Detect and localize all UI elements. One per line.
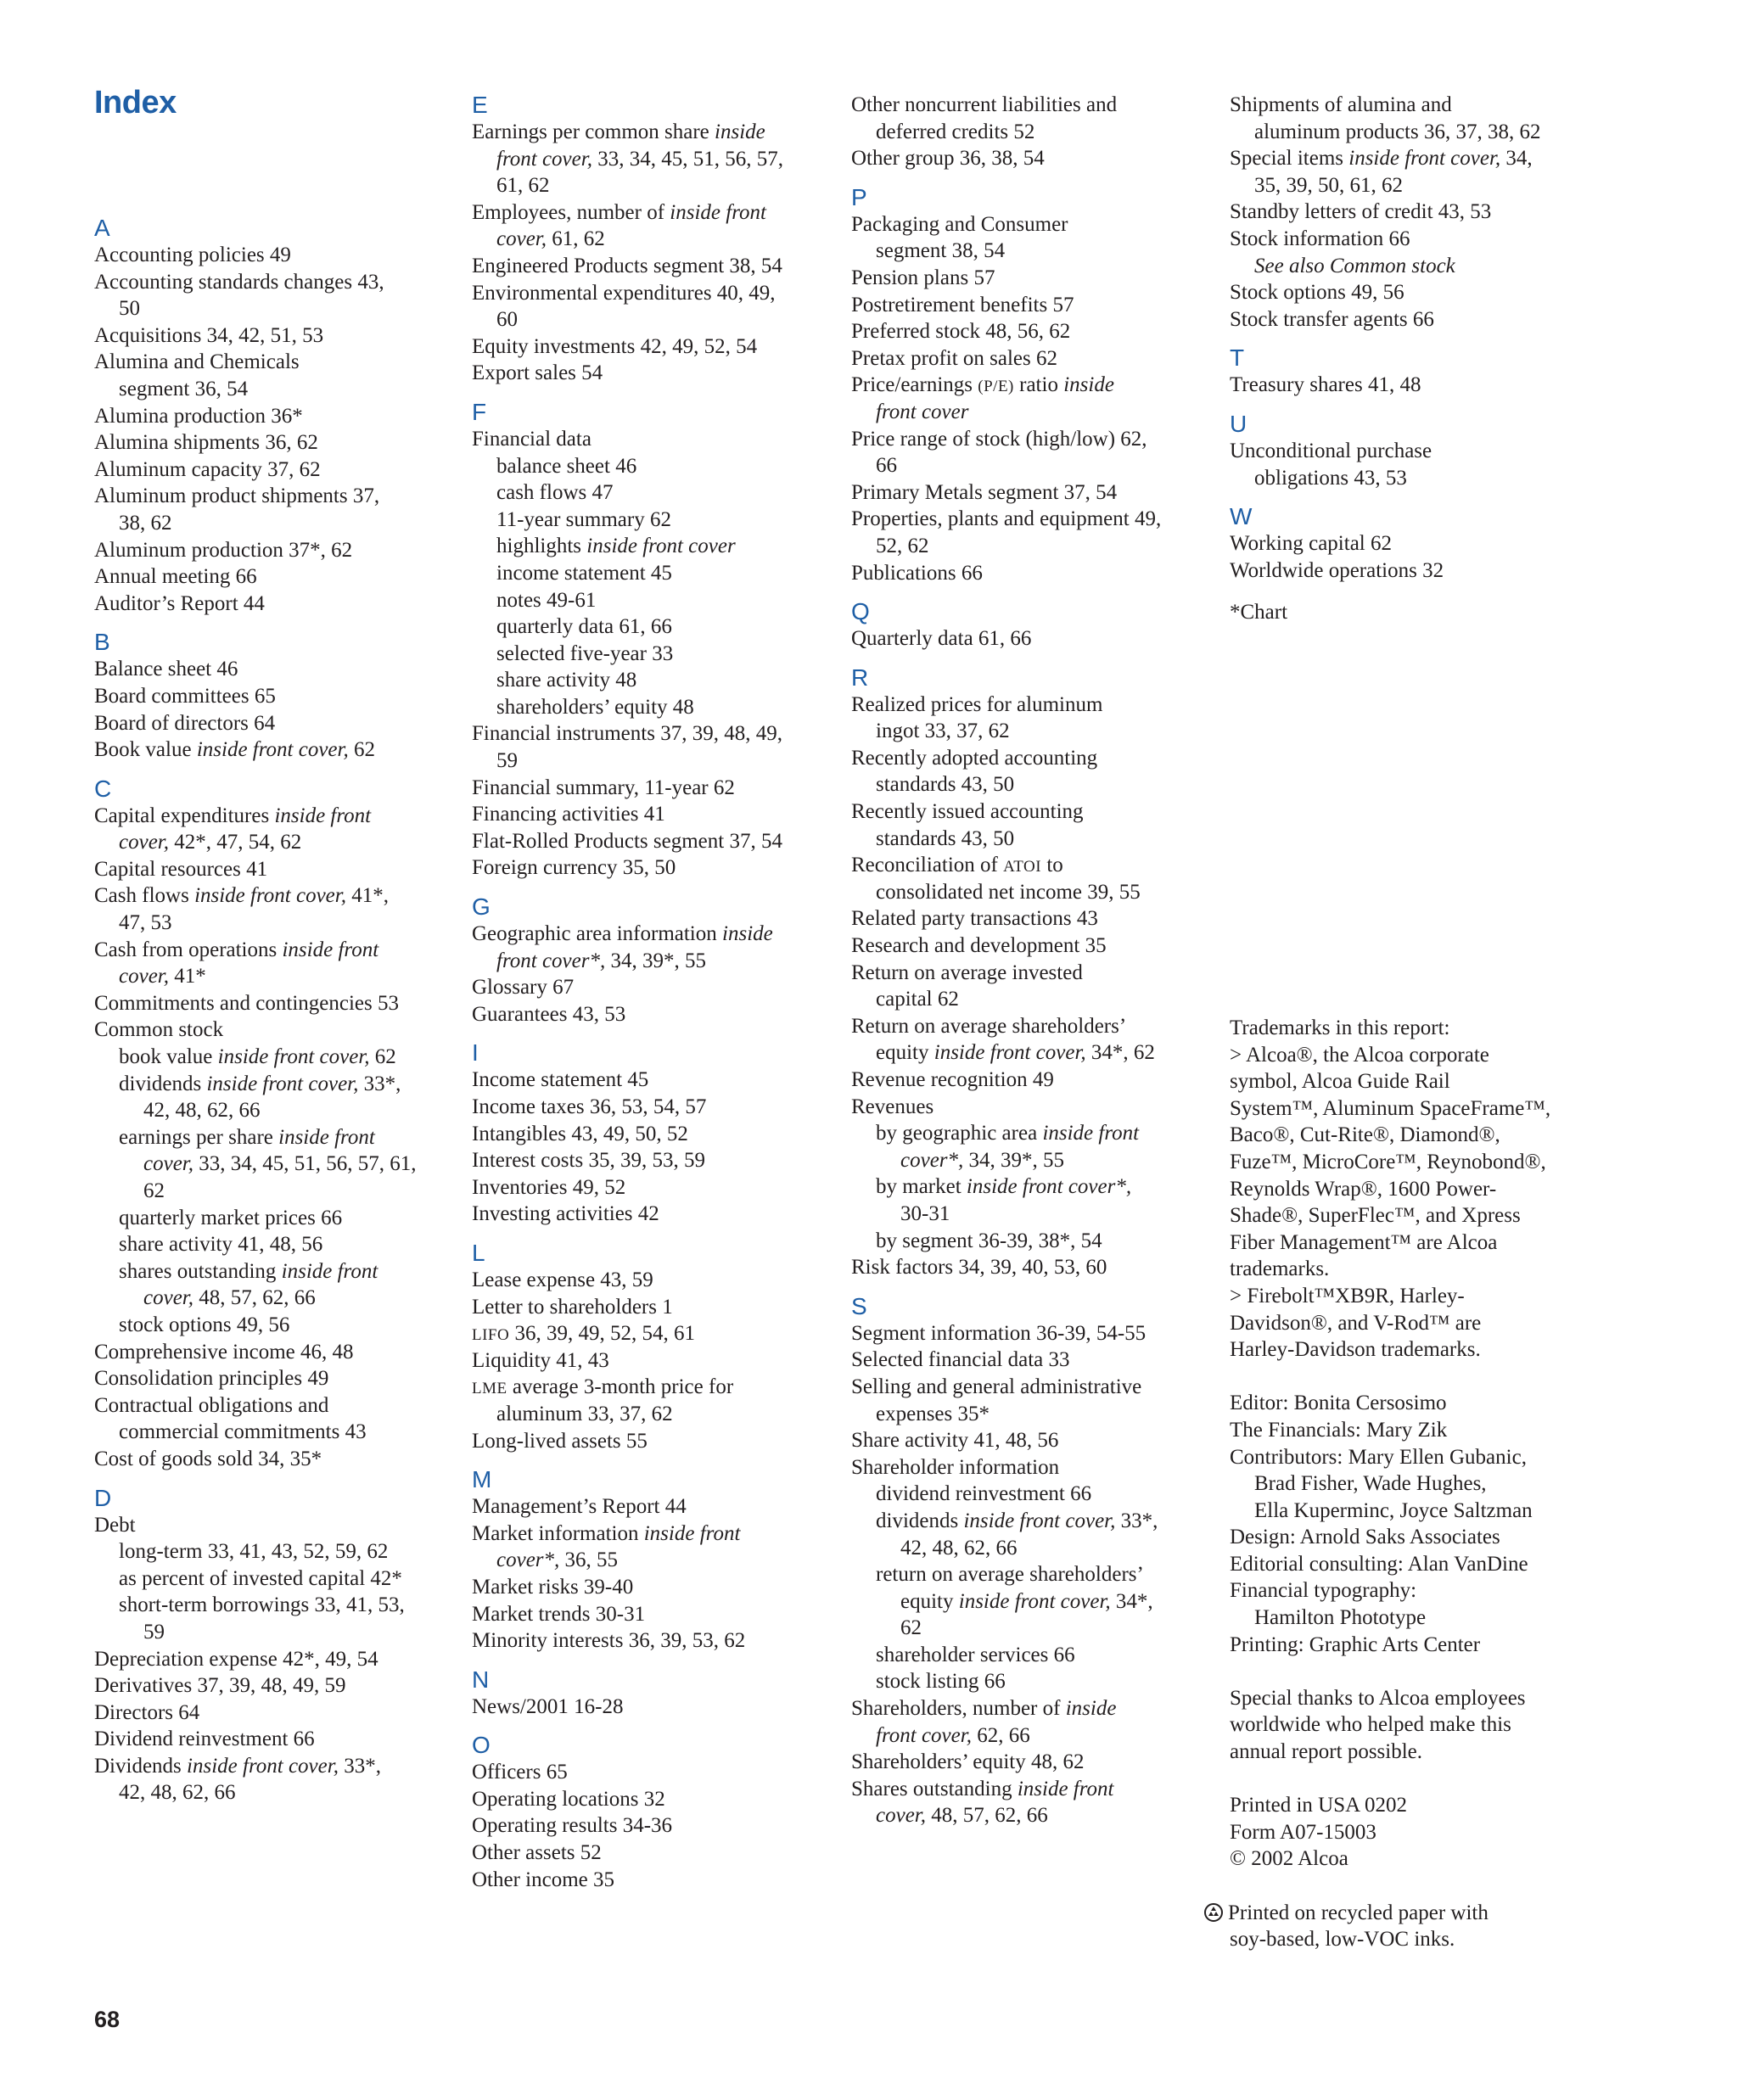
section-letter: L <box>472 1239 485 1266</box>
index-entry: Lease expense 43, 59 <box>472 1268 653 1291</box>
index-subentry: 50 <box>119 297 140 321</box>
index-entry: Stock options 49, 56 <box>1230 281 1404 305</box>
index-subentry: capital 62 <box>876 988 959 1011</box>
index-entry: Market information inside front <box>472 1521 741 1545</box>
index-subentry: highlights inside front cover <box>496 535 736 558</box>
credit-line: Form A07-15003 <box>1230 1820 1376 1844</box>
index-entry: Engineered Products segment 38, 54 <box>472 254 782 277</box>
section-letter: D <box>94 1484 112 1511</box>
index-entry: Liquidity 41, 43 <box>472 1348 609 1372</box>
index-subentry: 35, 39, 50, 61, 62 <box>1254 173 1403 197</box>
credit-line: Shade®, SuperFlec™, and Xpress <box>1230 1204 1521 1228</box>
index-subentry: 66 <box>876 454 897 478</box>
index-entry: Cash flows inside front cover, 41*, <box>94 884 389 908</box>
index-entry: Debt <box>94 1513 136 1537</box>
index-entry: Environmental expenditures 40, 49, <box>472 281 776 305</box>
credit-line: Fiber Management™ are Alcoa <box>1230 1230 1498 1254</box>
index-subentry: by market inside front cover*, <box>876 1175 1132 1199</box>
credit-line: > Alcoa®, the Alcoa corporate <box>1230 1043 1489 1067</box>
index-subentry: equity inside front cover, 34*, <box>900 1589 1153 1613</box>
index-subentry: front cover, 62, 66 <box>876 1723 1030 1747</box>
index-subentry: aluminum products 36, 37, 38, 62 <box>1254 120 1541 143</box>
index-subentry: 62 <box>900 1616 922 1640</box>
index-entry: Selected financial data 33 <box>851 1348 1070 1372</box>
index-entry: Research and development 35 <box>851 934 1107 958</box>
credit-line: Printed in USA 0202 <box>1230 1794 1408 1817</box>
credit-line: Trademarks in this report: <box>1230 1016 1450 1039</box>
index-subentry: cover*, 34, 39*, 55 <box>900 1148 1065 1172</box>
credit-line: trademarks. <box>1230 1257 1330 1281</box>
index-entry: Shipments of alumina and <box>1230 93 1452 116</box>
index-entry: Price range of stock (high/low) 62, <box>851 427 1147 451</box>
index-entry: Income statement 45 <box>472 1068 649 1092</box>
index-entry: Share activity 41, 48, 56 <box>851 1429 1059 1453</box>
index-subentry: book value inside front cover, 62 <box>119 1045 396 1069</box>
index-entry: Revenues <box>851 1095 934 1118</box>
credit-line: annual report possible. <box>1230 1740 1423 1764</box>
index-subentry: shareholder services 66 <box>876 1643 1075 1666</box>
section-letter: P <box>851 183 867 210</box>
index-entry: Financial instruments 37, 39, 48, 49, <box>472 722 782 746</box>
index-column-1 <box>94 215 459 1806</box>
index-column-2 <box>472 92 837 1893</box>
index-subentry: cover, 33, 34, 45, 51, 56, 57, 61, <box>143 1152 417 1176</box>
index-entry: Capital expenditures inside front <box>94 804 372 827</box>
credits-spacer <box>1230 1766 1620 1793</box>
index-subentry: 47, 53 <box>119 911 172 935</box>
index-subentry: See also Common stock <box>1254 254 1455 277</box>
section-letter: G <box>472 893 491 921</box>
index-entry: Acquisitions 34, 42, 51, 53 <box>94 323 324 347</box>
credit-line: Printing: Graphic Arts Center <box>1230 1632 1481 1656</box>
credit-line: Contributors: Mary Ellen Gubanic, <box>1230 1445 1527 1469</box>
index-entry: Contractual obligations and <box>94 1393 329 1417</box>
index-subentry: cash flows 47 <box>496 481 614 505</box>
index-subentry: stock options 49, 56 <box>119 1313 290 1336</box>
index-subentry: 42, 48, 62, 66 <box>119 1781 236 1805</box>
index-entry: LIFO 36, 39, 49, 52, 54, 61 <box>472 1322 695 1346</box>
index-entry: Geographic area information inside <box>472 922 773 946</box>
credits-spacer <box>1230 1658 1620 1685</box>
index-subentry: cover, 48, 57, 62, 66 <box>143 1286 316 1310</box>
credit-line: Special thanks to Alcoa employees <box>1230 1686 1526 1710</box>
index-subentry: deferred credits 52 <box>876 120 1035 143</box>
index-subentry: cover, 41* <box>119 965 206 988</box>
index-subentry: long-term 33, 41, 43, 52, 59, 62 <box>119 1540 389 1564</box>
index-entry: Inventories 49, 52 <box>472 1175 626 1199</box>
index-subentry: segment 36, 54 <box>119 377 249 400</box>
index-entry: Income taxes 36, 53, 54, 57 <box>472 1095 707 1118</box>
index-entry: Special items inside front cover, 34, <box>1230 147 1533 171</box>
index-entry: Aluminum capacity 37, 62 <box>94 457 321 481</box>
credit-line: Financial typography: <box>1230 1579 1417 1603</box>
index-entry: Foreign currency 35, 50 <box>472 856 676 880</box>
index-entry: Cost of goods sold 34, 35* <box>94 1447 322 1470</box>
index-subentry: 61, 62 <box>496 174 550 198</box>
index-entry: Recently issued accounting <box>851 800 1084 824</box>
index-entry: Dividend reinvestment 66 <box>94 1728 315 1751</box>
index-subentry: aluminum 33, 37, 62 <box>496 1402 673 1425</box>
index-entry: Financial summary, 11-year 62 <box>472 776 735 799</box>
index-subentry: cover, 61, 62 <box>496 227 605 251</box>
index-subentry: share activity 41, 48, 56 <box>119 1233 323 1257</box>
index-entry: Accounting policies 49 <box>94 244 291 266</box>
section-letter: U <box>1230 410 1247 437</box>
index-entry: LME average 3-month price for <box>472 1375 734 1399</box>
index-entry: Aluminum product shipments 37, <box>94 484 380 508</box>
index-subentry: by segment 36-39, 38*, 54 <box>876 1229 1102 1252</box>
index-entry: Realized prices for aluminum <box>851 692 1103 716</box>
credit-line: Fuze™, MicroCore™, Reynobond®, <box>1230 1150 1546 1173</box>
index-entry: Quarterly data 61, 66 <box>851 627 1032 651</box>
index-subentry: cover, 48, 57, 62, 66 <box>876 1804 1048 1828</box>
credit-lines <box>1230 1015 1620 1900</box>
credit-line: symbol, Alcoa Guide Rail <box>1230 1070 1450 1094</box>
section-letter: F <box>472 398 487 425</box>
index-entry: Standby letters of credit 43, 53 <box>1230 200 1492 224</box>
index-entry: Equity investments 42, 49, 52, 54 <box>472 334 758 358</box>
index-subentry: 42, 48, 62, 66 <box>900 1536 1018 1560</box>
index-subentry: front cover <box>876 400 969 423</box>
credit-line: Brad Fisher, Wade Hughes, <box>1254 1472 1487 1496</box>
index-entry: Return on average invested <box>851 960 1083 984</box>
index-entry: Postretirement benefits 57 <box>851 293 1074 316</box>
credits-block <box>1230 1015 1620 1953</box>
section-letter: O <box>472 1732 491 1759</box>
section-letter: B <box>94 629 110 656</box>
index-entry: Risk factors 34, 39, 40, 53, 60 <box>851 1256 1107 1280</box>
index-entry: Flat-Rolled Products segment 37, 54 <box>472 829 782 853</box>
index-entry: Selling and general administrative <box>851 1375 1142 1398</box>
index-subentry: short-term borrowings 33, 41, 53, <box>119 1593 405 1617</box>
index-subentry: dividends inside front cover, 33*, <box>876 1509 1158 1532</box>
section-letter: E <box>472 92 488 118</box>
index-subentry: notes 49-61 <box>496 588 597 612</box>
section-letter: N <box>472 1666 490 1693</box>
index-subentry: shares outstanding inside front <box>119 1259 378 1283</box>
index-entry: Directors 64 <box>94 1700 200 1724</box>
index-entry: Shareholders, number of inside <box>851 1697 1117 1721</box>
credit-line: Editorial consulting: Alan VanDine <box>1230 1552 1528 1576</box>
index-subentry: earnings per share inside front <box>119 1125 375 1149</box>
index-subentry: shareholders’ equity 48 <box>496 695 694 719</box>
section-letter: R <box>851 664 869 691</box>
index-entry: Related party transactions 43 <box>851 907 1098 931</box>
index-entry: Alumina shipments 36, 62 <box>94 431 318 455</box>
index-entry: Pretax profit on sales 62 <box>851 346 1058 370</box>
index-entry: Commitments and contingencies 53 <box>94 991 399 1015</box>
index-subentry: income statement 45 <box>496 561 672 585</box>
index-entry: Shareholder information <box>851 1455 1060 1479</box>
index-subentry: commercial commitments 43 <box>119 1420 367 1444</box>
index-entry: Consolidation principles 49 <box>94 1367 329 1391</box>
index-entry: Depreciation expense 42*, 49, 54 <box>94 1647 378 1671</box>
index-entry: Pension plans 57 <box>851 266 995 289</box>
index-entry: Earnings per common share inside <box>472 120 765 143</box>
index-subentry: selected five-year 33 <box>496 641 674 665</box>
index-subentry: equity inside front cover, 34*, 62 <box>876 1041 1155 1065</box>
credit-line: Reynolds Wrap®, 1600 Power- <box>1230 1177 1497 1201</box>
chart-footnote: *Chart <box>1230 601 1288 624</box>
section-letter: A <box>94 215 110 241</box>
index-entry: Glossary 67 <box>472 976 575 1000</box>
index-entry: Recently adopted accounting <box>851 746 1098 770</box>
index-entry: Operating results 34-36 <box>472 1814 673 1838</box>
index-entry: Stock transfer agents 66 <box>1230 307 1434 331</box>
index-entry: Other assets 52 <box>472 1841 602 1865</box>
index-entry: Shareholders’ equity 48, 62 <box>851 1750 1085 1774</box>
credits-spacer <box>1230 1364 1620 1391</box>
index-column-3 <box>851 92 1216 1829</box>
index-entry: News/2001 16-28 <box>472 1694 624 1718</box>
index-subentry: quarterly data 61, 66 <box>496 615 672 639</box>
index-entry: Common stock <box>94 1018 224 1042</box>
index-entry: Stock information 66 <box>1230 227 1410 250</box>
index-entry: Long-lived assets 55 <box>472 1429 648 1453</box>
index-entry: Unconditional purchase <box>1230 439 1432 462</box>
index-subentry: cover, 42*, 47, 54, 62 <box>119 831 302 854</box>
index-entry: Employees, number of inside front <box>472 200 766 224</box>
index-subentry: dividends inside front cover, 33*, <box>119 1072 401 1095</box>
credit-line: Baco®, Cut-Rite®, Diamond®, <box>1230 1123 1500 1147</box>
index-entry: Return on average shareholders’ <box>851 1014 1127 1038</box>
index-entry: Board committees 65 <box>94 684 276 708</box>
index-subentry: dividend reinvestment 66 <box>876 1482 1092 1506</box>
section-letter: T <box>1230 344 1245 372</box>
index-subentry: 62 <box>143 1179 165 1202</box>
index-entry: Price/earnings (P/E) ratio inside <box>851 373 1114 397</box>
index-entry: Financing activities 41 <box>472 803 665 826</box>
section-letter: Q <box>851 598 870 625</box>
index-entry: Primary Metals segment 37, 54 <box>851 480 1118 504</box>
index-subentry: front cover, 33, 34, 45, 51, 56, 57, <box>496 147 783 171</box>
index-entry: Financial data <box>472 427 591 451</box>
credit-line: Ella Kuperminc, Joyce Saltzman <box>1254 1498 1533 1522</box>
index-entry: Segment information 36-39, 54-55 <box>851 1321 1147 1345</box>
credit-line: Design: Arnold Saks Associates <box>1230 1526 1500 1549</box>
index-entry: Operating locations 32 <box>472 1787 665 1811</box>
index-entry: Balance sheet 46 <box>94 658 238 681</box>
index-subentry: return on average shareholders’ <box>876 1563 1144 1587</box>
index-entry: Interest costs 35, 39, 53, 59 <box>472 1149 705 1173</box>
index-entry: Dividends inside front cover, 33*, <box>94 1754 381 1778</box>
index-entry: Accounting standards changes 43, <box>94 270 384 294</box>
index-subentry: expenses 35* <box>876 1402 990 1425</box>
credit-line: Harley-Davidson trademarks. <box>1230 1338 1481 1362</box>
index-entry: Alumina and Chemicals <box>94 350 300 374</box>
index-entry: Capital resources 41 <box>94 857 268 881</box>
index-subentry: ingot 33, 37, 62 <box>876 720 1010 743</box>
index-subentry: standards 43, 50 <box>876 773 1015 797</box>
index-entry: Comprehensive income 46, 48 <box>94 1340 354 1364</box>
index-entry: Packaging and Consumer <box>851 212 1068 236</box>
index-entry: Alumina production 36* <box>94 404 303 428</box>
index-entry: Treasury shares 41, 48 <box>1230 373 1421 397</box>
index-entry: Market trends 30-31 <box>472 1602 646 1626</box>
index-subentry: 30-31 <box>900 1201 950 1225</box>
index-subentry: 60 <box>496 308 518 332</box>
index-entry: Other noncurrent liabilities and <box>851 93 1118 116</box>
index-entry: Derivatives 37, 39, 48, 49, 59 <box>94 1674 346 1698</box>
credit-line: > Firebolt™XB9R, Harley- <box>1230 1284 1465 1308</box>
section-letter: S <box>851 1292 867 1319</box>
index-entry: Revenue recognition 49 <box>851 1068 1054 1091</box>
index-subentry: front cover*, 34, 39*, 55 <box>496 949 706 972</box>
recycle-icon <box>1204 1902 1223 1921</box>
index-entry: Auditor’s Report 44 <box>94 591 265 615</box>
index-entry: Investing activities 42 <box>472 1202 659 1226</box>
credits-spacer <box>1230 1873 1620 1900</box>
section-letter: W <box>1230 503 1253 530</box>
index-subentry: share activity 48 <box>496 669 637 692</box>
index-subentry: 38, 62 <box>119 511 172 535</box>
recycled-note-line-2: soy-based, low-VOC inks. <box>1230 1928 1455 1952</box>
recycled-note-line-1: Printed on recycled paper with <box>1230 1900 1620 1927</box>
index-column-4 <box>1230 92 1595 626</box>
index-entry: Letter to shareholders 1 <box>472 1295 673 1319</box>
credit-line: System™, Aluminum SpaceFrame™, <box>1230 1096 1551 1120</box>
index-entry: Aluminum production 37*, 62 <box>94 538 353 562</box>
index-entry: Officers 65 <box>472 1761 568 1784</box>
index-subentry: as percent of invested capital 42* <box>119 1566 402 1590</box>
index-entry: Management’s Report 44 <box>472 1495 687 1519</box>
index-subentry: balance sheet 46 <box>496 454 637 478</box>
index-subentry: segment 38, 54 <box>876 239 1006 263</box>
index-entry: Worldwide operations 32 <box>1230 558 1444 582</box>
index-subentry: obligations 43, 53 <box>1254 466 1407 490</box>
index-subentry: 52, 62 <box>876 534 929 557</box>
index-subentry: quarterly market prices 66 <box>119 1206 343 1229</box>
index-entry: Publications 66 <box>851 561 983 585</box>
index-entry: Export sales 54 <box>472 361 603 385</box>
index-entry: Properties, plants and equipment 49, <box>851 507 1162 531</box>
credit-line: worldwide who helped make this <box>1230 1713 1511 1737</box>
credit-line: © 2002 Alcoa <box>1230 1847 1348 1871</box>
section-letter: M <box>472 1466 492 1493</box>
index-entry: Preferred stock 48, 56, 62 <box>851 320 1071 344</box>
section-letter: I <box>472 1039 479 1067</box>
page-number: 68 <box>94 2007 121 2032</box>
index-subentry: cover*, 36, 55 <box>496 1548 619 1572</box>
index-subentry: 59 <box>496 749 518 773</box>
index-entry: Guarantees 43, 53 <box>472 1002 626 1026</box>
page-title: Index <box>94 85 177 120</box>
index-subentry: consolidated net income 39, 55 <box>876 880 1141 904</box>
index-entry: Market risks 39-40 <box>472 1575 634 1599</box>
credit-line: The Financials: Mary Zik <box>1230 1418 1448 1442</box>
index-subentry: standards 43, 50 <box>876 826 1015 850</box>
index-subentry: by geographic area inside front <box>876 1122 1140 1145</box>
credit-line: Davidson®, and V-Rod™ are <box>1230 1311 1482 1335</box>
index-entry: Book value inside front cover, 62 <box>94 738 375 762</box>
index-subentry: stock listing 66 <box>876 1670 1006 1694</box>
index-entry: Other group 36, 38, 54 <box>851 147 1045 171</box>
credit-line: Editor: Bonita Cersosimo <box>1230 1392 1447 1415</box>
index-entry: Annual meeting 66 <box>94 565 257 589</box>
index-entry: Cash from operations inside front <box>94 938 379 961</box>
index-entry: Reconciliation of ATOI to <box>851 854 1063 877</box>
index-subentry: 59 <box>143 1620 165 1644</box>
index-entry: Working capital 62 <box>1230 532 1392 556</box>
index-entry: Minority interests 36, 39, 53, 62 <box>472 1629 746 1653</box>
index-subentry: 42, 48, 62, 66 <box>143 1099 261 1123</box>
index-entry: Intangibles 43, 49, 50, 52 <box>472 1122 688 1145</box>
index-entry: Other income 35 <box>472 1868 615 1891</box>
index-entry: Board of directors 64 <box>94 711 276 735</box>
index-entry: Shares outstanding inside front <box>851 1777 1114 1800</box>
index-subentry: 11-year summary 62 <box>496 507 671 531</box>
section-letter: C <box>94 775 112 802</box>
credit-line: Hamilton Phototype <box>1254 1606 1427 1630</box>
